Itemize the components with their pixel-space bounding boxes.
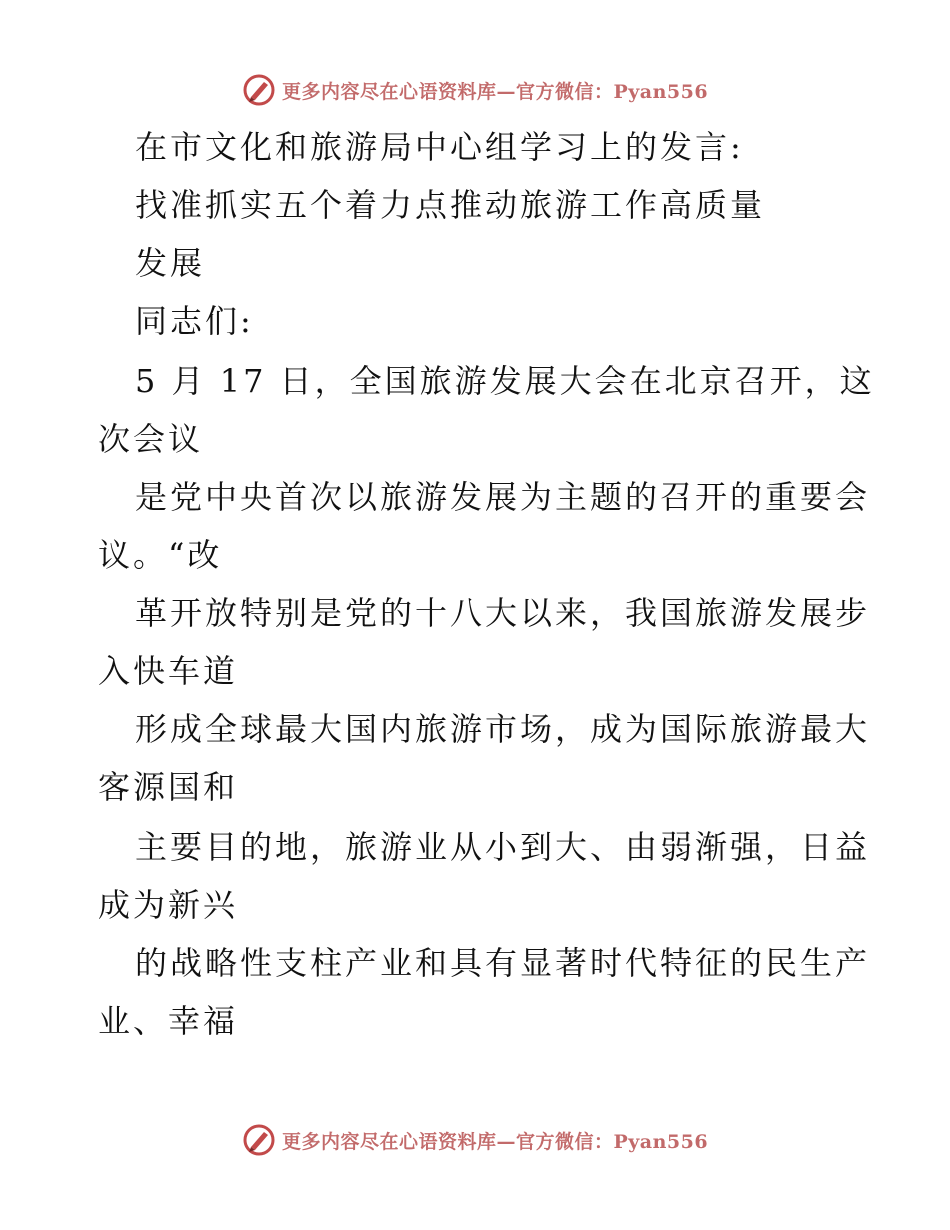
pen-logo-icon (242, 73, 276, 107)
doc-paragraph-line: 客源国和 (98, 768, 239, 806)
pen-logo-icon (242, 1123, 276, 1157)
doc-title-line-2: 找准抓实五个着力点推动旅游工作高质量 (135, 186, 766, 224)
doc-paragraph-line: 次会议 (98, 420, 204, 458)
watermark-text: 更多内容尽在心语资料库—官方微信：Pyan556 (281, 80, 709, 103)
doc-title-line-1: 在市文化和旅游局中心组学习上的发言: (135, 128, 744, 166)
doc-paragraph-line: 5 月 17 日，全国旅游发展大会在北京召开，这 (135, 362, 875, 400)
doc-paragraph-line: 入快车道 (98, 652, 239, 690)
doc-paragraph-line: 是党中央首次以旅游发展为主题的召开的重要会 (135, 478, 871, 516)
doc-paragraph-line: 的战略性支柱产业和具有显著时代特征的民生产 (135, 944, 871, 982)
watermark-header (0, 70, 950, 110)
doc-paragraph-line: 主要目的地，旅游业从小到大、由弱渐强，日益 (135, 828, 871, 866)
doc-paragraph-line: 议。“改 (98, 536, 223, 574)
doc-salutation: 同志们: (135, 302, 254, 340)
watermark-text: 更多内容尽在心语资料库—官方微信：Pyan556 (281, 1130, 709, 1153)
watermark-footer (0, 1120, 950, 1160)
doc-paragraph-line: 形成全球最大国内旅游市场，成为国际旅游最大 (135, 710, 871, 748)
doc-paragraph-line: 革开放特别是党的十八大以来，我国旅游发展步 (135, 594, 871, 632)
doc-paragraph-line: 业、幸福 (98, 1002, 239, 1040)
doc-paragraph-line: 成为新兴 (98, 886, 239, 924)
doc-title-line-3: 发展 (135, 244, 206, 282)
